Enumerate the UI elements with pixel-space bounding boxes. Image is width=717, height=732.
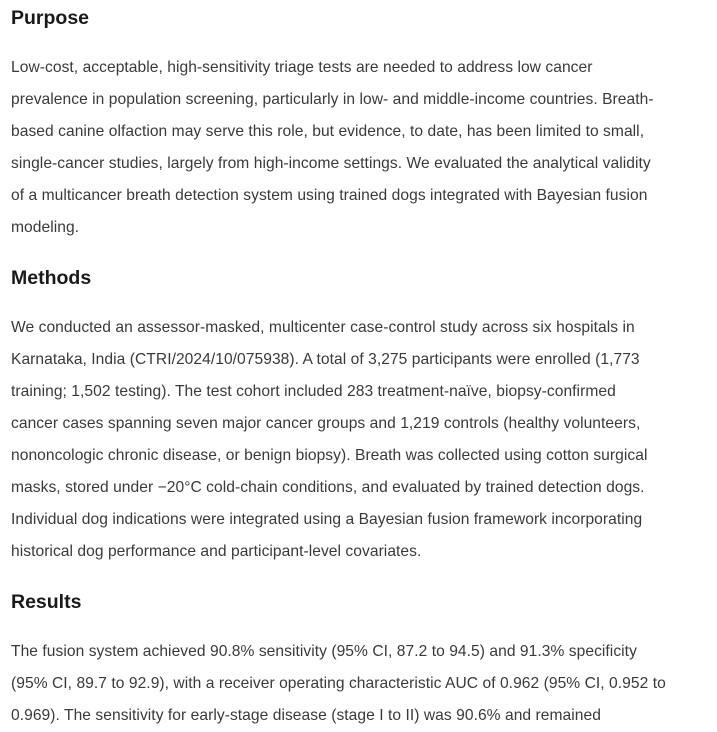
results-line: 0.969). The sensitivity for early-stage disease (stage I to II) was 90.6% and remained xyxy=(11,707,601,724)
methods-line: We conducted an assessor-masked, multicenter case-control study across six hospitals in xyxy=(11,319,635,336)
purpose-line: modeling. xyxy=(11,219,80,236)
methods-line: nononcologic chronic disease, or benign biopsy). Breath was collected using cotton surgical xyxy=(11,447,648,464)
results-line: The fusion system achieved 90.8% sensitivity (95% CI, 87.2 to 94.5) and 91.3% specificity xyxy=(11,643,637,660)
results-paragraph xyxy=(11,636,711,732)
purpose-line: of a multicancer breath detection system using trained dogs integrated with Bayesian fusion xyxy=(11,187,648,204)
abstract-document xyxy=(11,0,711,732)
results-line: (95% CI, 89.7 to 92.9), with a receiver operating characteristic AUC of 0.962 (95% CI, 0.952 to xyxy=(11,675,666,692)
purpose-paragraph xyxy=(11,52,711,244)
methods-line: cancer cases spanning seven major cancer groups and 1,219 controls (healthy volunteers, xyxy=(11,415,641,432)
methods-line: masks, stored under −20°C cold-chain conditions, and evaluated by trained detection dogs. xyxy=(11,479,645,496)
methods-line: historical dog performance and participant-level covariates. xyxy=(11,543,422,560)
purpose-line: single-cancer studies, largely from high-income settings. We evaluated the analytical validity xyxy=(11,155,651,172)
purpose-heading: Purpose xyxy=(11,7,90,29)
purpose-line: prevalence in population screening, particularly in low- and middle-income countries. Breath- xyxy=(11,91,654,108)
methods-line: training; 1,502 testing). The test cohort included 283 treatment-naïve, biopsy-confirmed xyxy=(11,383,616,400)
methods-line: Karnataka, India (CTRI/2024/10/075938). A total of 3,275 participants were enrolled (1,773 xyxy=(11,351,640,368)
methods-line: Individual dog indications were integrated using a Bayesian fusion framework incorporating xyxy=(11,511,643,528)
methods-heading: Methods xyxy=(11,267,92,289)
methods-paragraph xyxy=(11,312,711,568)
purpose-line: Low-cost, acceptable, high-sensitivity triage tests are needed to address low cancer xyxy=(11,59,593,76)
results-heading: Results xyxy=(11,591,82,613)
purpose-line: based canine olfaction may serve this role, but evidence, to date, has been limited to small, xyxy=(11,123,645,140)
